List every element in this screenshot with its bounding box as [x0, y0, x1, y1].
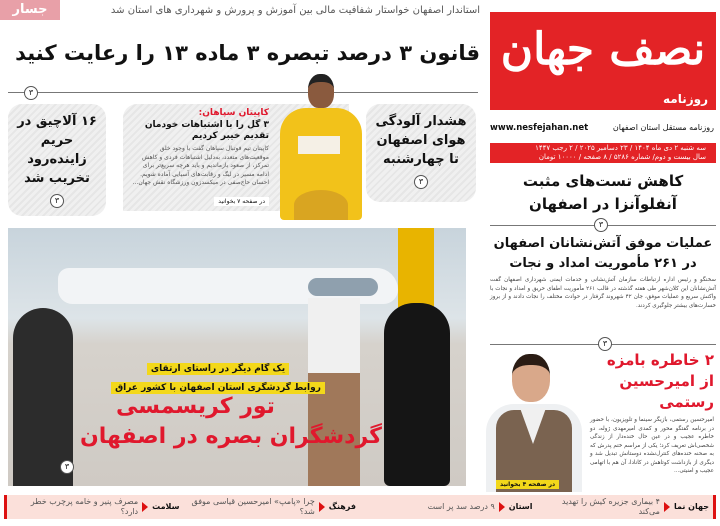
arrow-icon [499, 502, 505, 512]
ticker-section: فرهنگ [328, 502, 356, 511]
caption-sub1: یک گام دیگر در راستای ارتقای [147, 363, 289, 375]
caption-sub2: روابط گردشگری استان اصفهان با کشور عراق [111, 382, 325, 394]
box-title: ۱۶ آلاچیق در حریم زاینده‌رود تخریب شد [17, 114, 97, 186]
divider [490, 218, 716, 232]
ticker-item[interactable] [184, 497, 361, 517]
issue-line: سال بیست و دوم/ شماره ۵۲۸۶ / ۸ صفحه / ۱۰۰۰۰ تومان [538, 153, 706, 161]
page-ref: ۳ [598, 337, 612, 351]
box-body: کاپیتان تیم فوتبال سپاهان گفت با وجود خلق موقعیت‌های متعدد، به‌دلیل اشتباهات فردی و کاهش تمرکز، از صعود بازماندیم و باید هرچه سریع‌تر برای ادامه مسیر در لیگ و رقابت‌های آسیایی آماده شویم. احسان حاج‌صفی در میکسدزون ورزشگاه نقش جهان... [132, 145, 269, 186]
date-line: سه شنبه ۲ دی ماه ۱۴۰۴ / ۲۳ دسامبر ۲۰۲۵ / ۲ رجب ۱۴۴۷ [535, 144, 706, 152]
traveler [384, 303, 450, 486]
story-fire-body: سخنگو و رئیس اداره ارتباطات سازمان آتش‌نشانی و خدمات ایمنی شهرداری اصفهان گفت آتش‌نشانان این کلان‌شهر طی هفته گذشته در قالب ۲۶۱ مأموریت اطفای حریق و امداد و نجات با واکنش سریع و عملیات موفق، جان ۴۲ شهروند گرفتار در حوادث مختلف را نجات دادند و از بروز خسارت‌های بیشتر جلوگیری کردند. [490, 277, 716, 309]
arrow-icon [142, 502, 148, 512]
read-more[interactable]: در صفحه ۴ بخوانید [496, 480, 559, 489]
right-column [490, 170, 716, 310]
corner-badge: جسار [0, 0, 60, 20]
arrow-icon [319, 502, 325, 512]
actor-photo [484, 352, 584, 492]
ticker-text: ۹ درصد سد پر است [427, 502, 495, 511]
page-ref: ۳ [60, 460, 74, 474]
ticker-item[interactable] [537, 497, 714, 517]
story-actor-headline[interactable]: ۲ خاطره بامزه از امیرحسین رستمی [606, 351, 714, 411]
ticker-text: مصرف پنیر و خامه پرچرب خطر دارد؟ [30, 497, 139, 516]
date-bar [490, 143, 716, 163]
photo-headline-1: تور کریسمسی [116, 394, 275, 419]
news-ticker [4, 495, 716, 519]
masthead-logo [490, 12, 716, 110]
photo-caption [88, 356, 348, 394]
story-box-pollution[interactable] [366, 104, 476, 202]
tagline: روزنامه مستقل استان اصفهان [612, 123, 714, 132]
page-ref: ۳ [594, 218, 608, 232]
ticker-item[interactable] [360, 502, 537, 512]
ticker-section: استان [508, 502, 533, 511]
page-ref: ۳ [50, 194, 64, 208]
ticker-text: چرا «پامپ» امیرحسین قیاسی موفق شد؟ [191, 497, 315, 516]
lead-headline[interactable]: قانون ۳ درصد تبصره ۳ ماده ۱۳ را رعایت کنید [15, 41, 480, 65]
arrow-icon [664, 502, 670, 512]
lead-kicker: استاندار اصفهان خواستار شفافیت مالی بین آموزش و پرورش و شهرداری های استان شد [110, 5, 480, 16]
story-actor-body: امیرحسین رستمی، بازیگر سینما و تلویزیون، با حضور در برنامه گفتگو محور و کمدی امیرمهدی ژوله، دو خاطره عجیب و در عین حال خنده‌دار از زندگی شخصی‌اش تعریف کرد؛ یکی از مراسم ختم پدرش که به صحنه خنده‌های کنترل‌نشده دوستانش تبدیل شد و دیگری از بازداشت کوتاهش در کانادا، آن هم با اتهامی عجیب و امنیتی... [590, 417, 714, 474]
box-label: کاپیتان سپاهان: [198, 108, 269, 118]
ticker-section: جهان نما [673, 502, 709, 511]
website[interactable]: www.nesfejahan.net [490, 123, 589, 133]
logo-text: نصف جهان [500, 24, 706, 75]
box-title: هشدار آلودگی هوای اصفهان تا چهارشنبه [375, 114, 467, 167]
story-box-alachiq[interactable] [8, 104, 106, 216]
page-ref: ۳ [24, 86, 38, 100]
photo-headline-2: گردشگران بصره در اصفهان [80, 424, 382, 449]
divider [8, 92, 478, 93]
story-flu-headline[interactable]: کاهش تست‌های مثبت آنفلوآنزا در اصفهان [522, 172, 684, 213]
ticker-section: سلامت [152, 502, 180, 511]
ticker-item[interactable] [7, 497, 184, 517]
page-ref: ۳ [414, 175, 428, 189]
photo-story[interactable] [8, 228, 466, 486]
box-title: ۳ گل را با اشتباهات خودمان تقدیم خیبر کردیم [144, 120, 269, 141]
stair-truck [398, 228, 434, 308]
ticker-text: ۴ بیماری جزیره کیش را تهدید می‌کند [561, 497, 660, 516]
player-photo [274, 72, 364, 220]
read-more[interactable]: در صفحه ۷ بخوانید [214, 197, 269, 206]
logo-prefix: روزنامه [663, 92, 708, 106]
story-actor [590, 350, 714, 476]
story-fire-headline[interactable]: عملیات موفق آتش‌نشانان اصفهان در ۲۶۱ مأموریت امداد و نجات [493, 236, 713, 271]
